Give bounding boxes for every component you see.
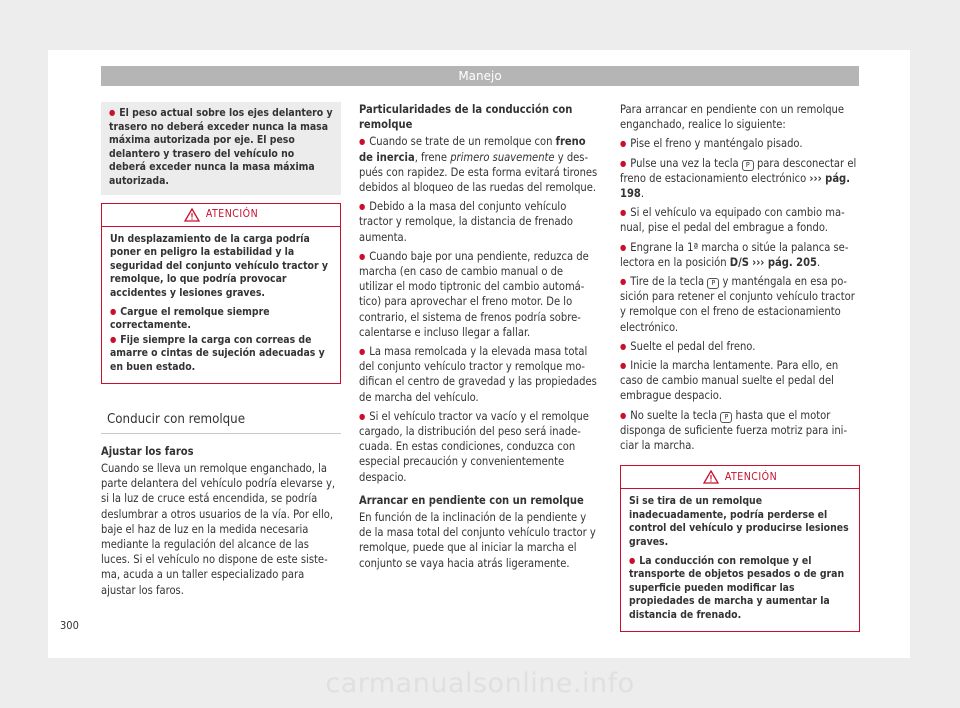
warning-item bbox=[629, 554, 851, 623]
bullet-icon bbox=[359, 135, 369, 148]
list-item: ● Pulse una vez la tecla P para desconectar el freno de estacionamiento electrónico ››› pág. 198. bbox=[620, 156, 860, 202]
text: para desconectar el freno de estacionamiento electrónico bbox=[620, 156, 857, 185]
bullet-icon bbox=[359, 345, 369, 358]
warning-intro: Si se tira de un remolque inadecuadamente, podría perderse el control del vehículo y producirse lesiones graves. bbox=[629, 495, 849, 549]
parking-brake-key-icon: P bbox=[707, 278, 719, 289]
warning-triangle-icon bbox=[703, 470, 719, 484]
text: y manténgala en esa posición para retener el conjunto vehículo tractor y remolque con el freno de estacionamiento electrónico. bbox=[620, 275, 855, 334]
list-item bbox=[359, 199, 599, 245]
list-item bbox=[359, 409, 599, 485]
bullet-icon bbox=[359, 410, 369, 423]
parking-brake-key-icon: P bbox=[720, 412, 732, 423]
column-right bbox=[620, 102, 860, 632]
summary-text: El peso actual sobre los ejes delantero y trasero no deberá exceder nunca la masa máxima autorizada por eje. El peso delantero y trasero del vehículo no deberá exceder nunca la masa máxima autorizada. bbox=[109, 107, 333, 187]
warning-item-text: Fije siempre la carga con correas de amarre o cintas de sujeción adecuadas y en buen estado. bbox=[110, 333, 325, 373]
text: Cuando baje por una pendiente, reduzca de marcha (en caso de cambio manual o de utilizar el modo tiptronic del cambio automático) para aprovechar el freno motor. De lo contrario, el sistema de frenos podría sobrecalentarse e incluso llegar a fallar. bbox=[359, 249, 589, 339]
list-item: ● Engrane la 1ª marcha o sitúe la palanca selectora en la posición D/S ››› pág. 205. bbox=[620, 240, 860, 270]
text: Si el vehículo tractor va vacío y el remolque cargado, la distribución del peso será inadecuada. En estas condiciones, conduzca con especial precaución y convenientemente despacio. bbox=[359, 409, 589, 484]
text: Engrane la 1ª marcha o sitúe la palanca selectora en la posición bbox=[620, 240, 849, 269]
bullet-icon bbox=[620, 359, 630, 372]
bullet-icon bbox=[620, 137, 630, 150]
text: Suelte el pedal del freno. bbox=[630, 339, 756, 353]
text: hasta que el motor disponga de suficiente fuerza motriz para iniciar la marcha. bbox=[620, 408, 848, 453]
warning-header bbox=[621, 466, 859, 489]
page-header: Manejo bbox=[101, 66, 859, 86]
text: y después con rapidez. De esta forma evitará tirones debidos al bloqueo de las ruedas del remolque. bbox=[359, 150, 598, 195]
warning-header bbox=[102, 204, 340, 227]
warning-item-text: La conducción con remolque y el transporte de objetos pesados o de gran superficie pueden modificar las propiedades de marcha y aumentar la distancia de frenado. bbox=[629, 554, 845, 622]
page-reference-link[interactable]: ››› pág. 205 bbox=[752, 255, 818, 269]
text-bold: freno de inercia bbox=[359, 135, 586, 164]
subheading: Arrancar en pendiente con un remolque bbox=[359, 493, 584, 507]
subheading: Particularidades de la conducción con remolque bbox=[359, 103, 573, 132]
text: Pulse una vez la tecla bbox=[630, 156, 742, 170]
paragraph: En función de la inclinación de la pendiente y de la masa total del conjunto vehículo tractor y remolque, puede que al iniciar la marcha el conjunto se vaya hacia atrás ligeramente. bbox=[359, 511, 596, 570]
paragraph: Cuando se lleva un remolque enganchado, la parte delantera del vehículo podría elevarse y, si la luz de cruce está encendida, se podría deslumbrar a otros usuarios de la vía. Por ello, baje el haz de luz en la medida necesaria mediante la regulación del alcance de las luces. Si el vehículo no dispone de este sistema, acuda a un taller especializado para ajustar los faros. bbox=[101, 461, 336, 597]
warning-box bbox=[101, 203, 341, 384]
column-middle bbox=[359, 102, 599, 575]
text: No suelte la tecla bbox=[630, 408, 721, 422]
bullet-icon bbox=[110, 306, 120, 318]
subheading: Ajustar los faros bbox=[101, 444, 194, 458]
warning-body bbox=[621, 489, 859, 630]
warning-intro: Un desplazamiento de la carga podría poner en peligro la estabilidad y la seguridad del conjunto vehículo tractor y remolque, lo que podría provocar accidentes y lesiones graves. bbox=[110, 232, 328, 299]
bullet-icon bbox=[620, 409, 630, 422]
text: La masa remolcada y la elevada masa total del conjunto vehículo tractor y remolque modifican el centro de gravedad y las propiedades de marcha del vehículo. bbox=[359, 345, 597, 404]
text: Cuando se trate de un remolque con bbox=[369, 135, 556, 149]
bullet-icon bbox=[620, 157, 630, 170]
bullet-icon bbox=[359, 250, 369, 263]
page-reference-link[interactable]: ››› pág. 198 bbox=[620, 171, 850, 201]
bullet-icon bbox=[620, 275, 630, 288]
bullet-icon bbox=[620, 241, 630, 254]
paragraph: Para arrancar en pendiente con un remolque enganchado, realice lo siguiente: bbox=[620, 103, 845, 132]
page-number: 300 bbox=[60, 619, 79, 632]
warning-box bbox=[620, 465, 860, 631]
list-item bbox=[620, 205, 860, 235]
text: , frene bbox=[414, 150, 451, 164]
text-italic: primero suavemente bbox=[450, 150, 555, 164]
list-item bbox=[359, 344, 599, 405]
list-item bbox=[620, 339, 860, 354]
bullet-icon bbox=[620, 206, 630, 219]
text: Tire de la tecla bbox=[630, 275, 708, 289]
list-item bbox=[359, 249, 599, 340]
list-item bbox=[359, 134, 599, 195]
bullet-icon bbox=[110, 334, 120, 346]
list-item bbox=[620, 136, 860, 151]
bullet-icon bbox=[359, 200, 369, 213]
warning-title: ATENCIÓN bbox=[205, 207, 259, 220]
bullet-icon bbox=[629, 555, 639, 567]
bullet-icon bbox=[620, 340, 630, 353]
warning-title: ATENCIÓN bbox=[724, 470, 778, 483]
text: Si el vehículo va equipado con cambio manual, pise el pedal del embrague a fondo. bbox=[620, 206, 845, 235]
list-item bbox=[620, 274, 860, 335]
list-item bbox=[620, 408, 860, 454]
warning-item bbox=[110, 305, 332, 333]
column-left bbox=[101, 102, 341, 602]
warning-body bbox=[102, 227, 340, 383]
bullet-icon bbox=[109, 107, 119, 119]
text: Pise el freno y manténgalo pisado. bbox=[630, 137, 803, 151]
list-item bbox=[620, 358, 860, 404]
section-title: Conducir con remolque bbox=[101, 412, 341, 434]
parking-brake-key-icon: P bbox=[742, 160, 754, 171]
warning-item-text: Cargue el remolque siempre correctamente. bbox=[110, 305, 270, 332]
watermark: carmanualsonline.info bbox=[325, 668, 635, 699]
warning-triangle-icon bbox=[184, 208, 200, 222]
warning-item bbox=[110, 333, 332, 375]
summary-box bbox=[101, 102, 341, 195]
text: Debido a la masa del conjunto vehículo tractor y remolque, la distancia de frenado aumenta. bbox=[359, 200, 574, 244]
text: Inicie la marcha lentamente. Para ello, en caso de cambio manual suelte el pedal del embrague despacio. bbox=[620, 359, 839, 403]
text-bold: D/S bbox=[729, 255, 749, 269]
